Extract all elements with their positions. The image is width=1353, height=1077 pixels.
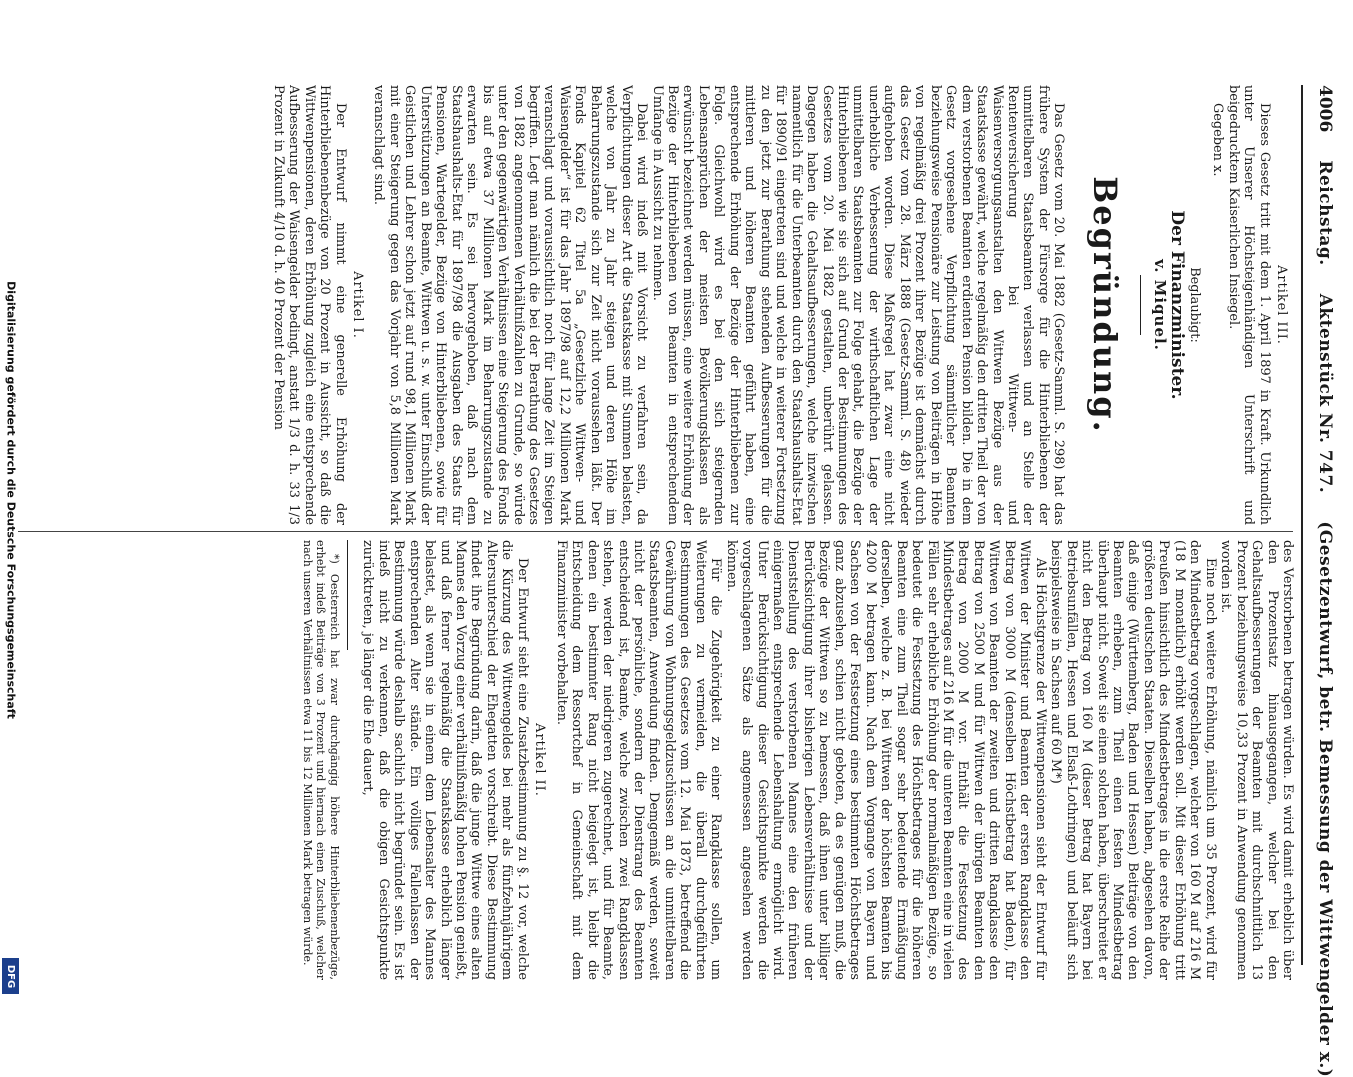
article-3-title: Artikel III. bbox=[1274, 265, 1289, 345]
left-column bbox=[15, 85, 1295, 525]
section-heading: Begründung. bbox=[1086, 176, 1125, 434]
minister-name: v. Miquel. bbox=[1150, 259, 1169, 351]
paragraph: Der Entwurf nimmt eine generelle Erhöhung der Hinterbliebenenbezüge von 20 Prozent in Aussicht, so daß die Wittwenpensionen, deren Erhöhung zugleich eine entsprechende Aufbesserung der Waisengelder bedingt, anstatt 1/3 d. h. 33 1/3 Prozent in Zukunft 4/10 d. h. 40 Prozent der Pension bbox=[270, 85, 348, 525]
certified-label: Beglaubigt: bbox=[1186, 267, 1202, 343]
footnote-rule bbox=[347, 540, 348, 650]
right-column bbox=[15, 540, 1295, 980]
paragraph: Der Entwurf sieht eine Zusatzbestimmung zu §. 12 vor, welche die Kürzung des Wittwengeldes bei mehr als fünfzehnjährigem Altersunterschied der Ehegatten vorschreibt. Diese Bestimmung findet ihre Begründung darin, daß die junge Wittwe eines alten Mannes den Vorzug einer verhältnißmäßig hohen Pension genießt, und daß ferner regelmäßig die Staatskasse erheblich länger belastet, als wenn sie in einem dem Lebensalter des Mannes entsprechenden Alter stände. Ein völliges Fallenlassen der Bestimmung würde deshalb sachlich nicht begründet sein. Es ist indeß nicht zu verkennen, daß die obigen Gesichtspunkte zurücktreten, je länger die Ehe dauert, bbox=[360, 540, 530, 980]
dfg-logo: DFG bbox=[2, 958, 19, 994]
column-divider bbox=[18, 531, 1293, 532]
paragraph: Dabei wird indeß mit Vorsicht zu verfahren sein, da Verpflichtungen dieser Art die Staatskasse mit Summen belasten, welche von Jahr zu Jahr steigen und deren Höhe im Beharrungszustande sich zur Zeit nicht voraussehen läßt. Der Fonds Kapitel 62 Titel 5a „Gesetzliche Wittwen- und Waisengelder“ ist für das Jahr 1897/98 auf 12,2 Millionen Mark veranschlagt und voraussichtlich noch für lange Zeit im Steigen begriffen. Legt man nämlich die bei der Berathung des Gesetzes von 1882 angenommenen Verhältnißzahlen zu Grunde, so würde unter den gegenwärtigen Verhältnissen eine Steigerung des Fonds bis auf etwa 37 Millionen Mark im Beharrungszustande zu erwarten sein. Es sei hervorgehoben, daß nach dem Staatshaushalts-Etat für 1897/98 die Ausgaben des Staats für Pensionen, Wartegelder, Bezüge von Hinterbliebenen, sowie für Unterstützungen an Beamte, Wittwen u. s. w. unter Einschluß der Geistlichen und Lehrer schon jetzt auf rund 98,1 Millionen Mark mit einer Steigerung gegen das Vorjahr von 5,8 Millionen Mark veranschlagt sind. bbox=[371, 85, 650, 525]
paragraph: Das Gesetz vom 20. Mai 1882 (Gesetz-Samml. S. 298) hat das frühere System der Fürsorge für die Hinterbliebenen der unmittelbaren Staatsbeamten verlassen und an Stelle der Rentenversicherung bei Wittwen- und Waisenversorgungsanstalten den Wittwen Bezüge aus der Staatskasse gewährt, welche regelmäßig den dritten Theil der von dem verstorbenen Beamten erdienten Pension bilden. Die in dem Gesetz vorgesehene Verpflichtung sämmtlicher Beamten beziehungsweise Pensionäre zur Leistung von Beiträgen in Höhe von regelmäßig drei Prozent ihrer Bezüge ist demnächst durch das Gesetz vom 28. März 1888 (Gesetz-Samml. S. 48) wieder aufgehoben worden. Diese Maßregel hat zwar eine nicht unerhebliche Verbesserung der wirthschaftlichen Lage der unmittelbaren Staatsbeamten zur Folge gehabt, die Bezüge der Hinterbliebenen wie sie sich auf Grund der Bestimmungen des Gesetzes vom 20. Mai 1882 gestalten, unberührt gelassen. Dagegen haben die Gehaltsaufbesserungen, welche inzwischen namentlich für die Unterbeamten durch den Staatshaushalts-Etat für 1890/91 eingetreten sind und welche in weiterer Fortsetzung zu den jetzt zur Berathung stehenden Aufbesserungen für die mittleren und höheren Beamten geführt haben, eine entsprechende Erhöhung der Bezüge der Hinterbliebenen zur Folge. Gleichwohl wird es bei den sich steigernden Lebensansprüchen der meisten Bevölkerungsklassen als erwünscht bezeichnet werden müssen, eine weitere Erhöhung der Bezüge der Hinterbliebenen von Beamten in entsprechendem Umfange in Aussicht zu nehmen. bbox=[649, 85, 1067, 525]
page-header bbox=[1305, 85, 1335, 1077]
credit-text: Digitalisierung gefördert durch die Deutsche Forschungsgemeinschaft bbox=[4, 281, 18, 719]
article-2-title: Artikel II. bbox=[532, 723, 548, 797]
header-rule bbox=[1301, 85, 1303, 965]
section-divider bbox=[1140, 275, 1141, 335]
minister-title: Der Finanzminister. bbox=[1167, 210, 1188, 400]
paragraph: Für die Zugehörigkeit zu einer Rangklasse sollen, um Weiterungen zu vermeiden, die überall durchgeführten Bestimmungen des Gesetzes vom 12. Mai 1873, betreffend die Gewährung von Wohnungsgeldzuschüssen an die unmittelbaren Staatsbeamten, Anwendung finden. Demgemäß werden, soweit nicht der persönliche, sondern der Dienstrang des Beamten entscheidend ist, Beamte, welche zwischen zwei Rangklassen stehen, werden der niedrigeren zugerechnet, und für Beamte, denen ein bestimmter Rang nicht beigelegt ist, bleibt die Entscheidung dem Ressortchef in Gemeinschaft mit dem Finanzminister vorbehalten. bbox=[553, 540, 724, 980]
footnote: *) Oesterreich hat zwar durchgängig höhere Hinterbliebenenbezüge, erhebt indeß Beiträge von 3 Prozent und hiernach einen Zuschuß, welcher nach unseren Verhältnissen etwa 11 bis 12 Millionen Mark betragen würde. bbox=[300, 540, 341, 980]
publication-name: Reichstag. bbox=[1315, 160, 1335, 266]
paragraph: des Verstorbenen betragen würden. Es wird damit erheblich über den Prozentsatz hinausgegangen, welcher bei den Gehaltsaufbesserungen der Beamten mit durchschnittlich 13 Prozent beziehungsweise 10,33 Prozent in Anwendung genommen worden ist. bbox=[1218, 540, 1295, 980]
article-1-title: Artikel I. bbox=[349, 271, 365, 339]
document-subject: (Gesetzentwurf, betr. Bemessung der Wittwengelder x.) bbox=[1315, 521, 1335, 1077]
page-number: 4006 bbox=[1315, 85, 1335, 133]
given-line: Gegeben x. bbox=[1210, 103, 1226, 177]
article-3-text: Dieses Gesetz tritt mit dem 1. April 1897 in Kraft. Urkundlich unter Unserer Höchsteigenhändigen Unterschrift und beigedrucktem Kaiserlichen Insiegel. bbox=[1225, 85, 1272, 525]
paragraph: Eine noch weitere Erhöhung, nämlich um 35 Prozent, wird für den Mindestbetrag vorgeschlagen, welcher von 160 M auf 216 M (18 M monatlich) erhöht werden soll. Mit dieser Erhöhung tritt Preußen hinsichtlich des Mindestbetrages in die erste Reihe der größeren deutschen Staaten. Dieselben haben, abgesehen davon, daß einige (Württemberg, Baden und Hessen) Beiträge von den Beamten erheben, zum Theil einen festen Mindestbetrag überhaupt nicht. Soweit sie einen solchen haben, überschreitet er nicht den Betrag von 160 M (dieser Betrag hat Bayern bei Betriebsunfällen, Hessen und Elsaß-Lothringen) und beläuft sich beispielsweise in Sachsen auf 60 M*) bbox=[1048, 540, 1218, 980]
document-number: Aktenstück Nr. 747. bbox=[1315, 293, 1335, 494]
paragraph: Als Höchstgrenze der Wittwenpensionen sieht der Entwurf für Wittwen der Minister und Beamten der ersten Rangklasse den Betrag von 3000 M (denselben Höchstbetrag hat Baden), für Wittwen von Beamten der zweiten und dritten Rangklasse den Betrag von 2500 M und für Wittwen der übrigen Beamten den Betrag von 2000 M vor. Enthält die Festsetzung des Mindestbetrages auf 216 M für die unteren Beamten eine in vielen Fällen sehr erhebliche Erhöhung der normalmäßigen Bezüge, so bedeutet die Festsetzung des Höchstbetrages für die höheren Beamten eine zum Theil sogar sehr bedeutende Ermäßigung derselben, welche z. B. bei Wittwen der höchsten Beamten bis 4200 M betragen kann. Nach dem Vorgange von Bayern und Sachsen von der Festsetzung eines bestimmten Höchstbetrages ganz abzusehen, schien nicht geboten, da es genügen muß, die Bezüge der Wittwen so zu bemessen, daß ihnen unter billiger Berücksichtigung ihrer bisherigen Lebensverhältnisse und der Dienststellung des verstorbenen Mannes eine den früheren einigermaßen entsprechende Lebenshaltung ermöglicht wird. Unter Berücksichtigung dieser Gesichtspunkte werden die vorgeschlagenen Sätze als angemessen angesehen werden können. bbox=[723, 540, 1048, 980]
